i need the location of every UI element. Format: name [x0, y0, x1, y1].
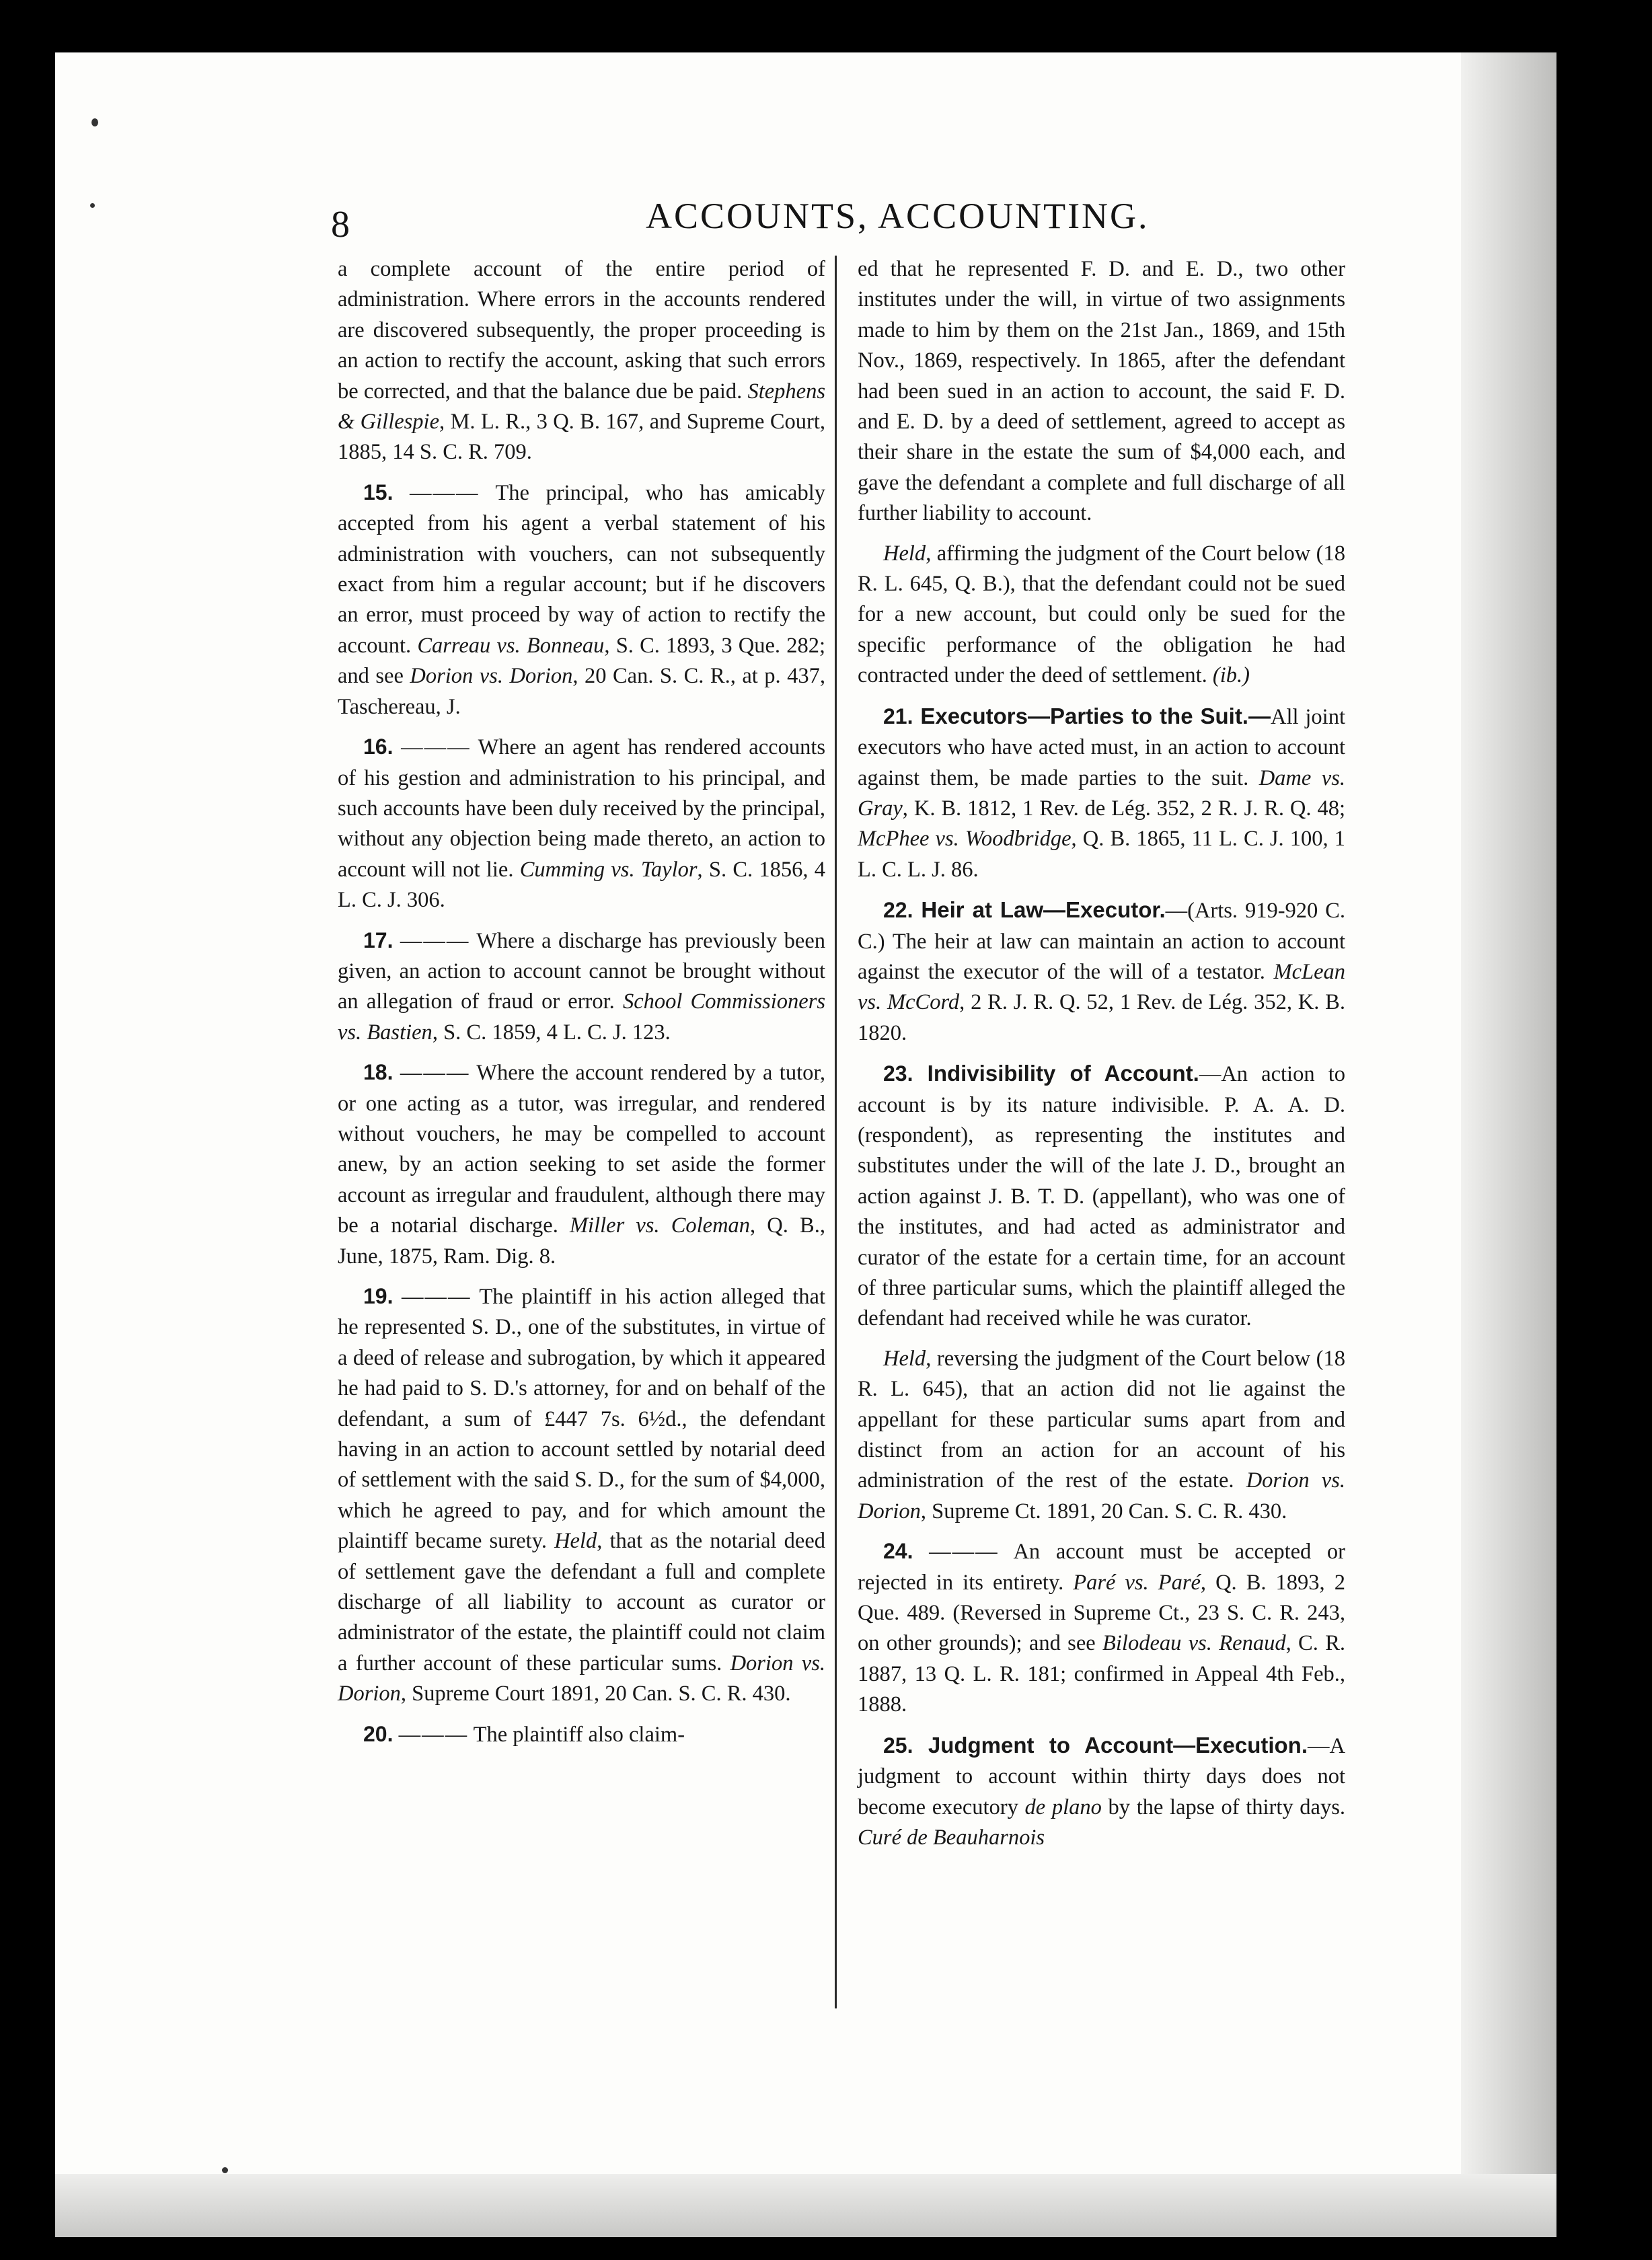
paragraph-18 [338, 1057, 825, 1272]
scan-speck [90, 203, 95, 208]
ditto-dash: ——— [929, 1540, 999, 1565]
paragraph-text: The principal, who has amicably accepted from his agent a verbal statement of his administration with vouchers, can not subsequently exact from him a regular account; but if he discovers an error, must proceed by way of action to rectify the account. [338, 480, 826, 658]
paragraph-text: by the lapse of thirty days. [1101, 1795, 1345, 1819]
paragraph-text: , affirming the judgment of the Court below (18 R. L. 645, Q. B.), that the defendant could not be sued for a new account, but could only be sued for the specific performance of the obligation he had contracted under the deed of settlement. [858, 541, 1345, 688]
paragraph-text: —A judgment to account within thirty days does not become executory [858, 1733, 1345, 1819]
paragraph-23 [858, 1058, 1345, 1334]
case-citation: Held [883, 541, 926, 566]
scan-speck [222, 2167, 228, 2173]
paragraph-number: 20. [363, 1721, 393, 1746]
case-citation: Dorion vs. Dorion [410, 664, 573, 689]
case-citation: Curé de Beauharnois [858, 1825, 1045, 1850]
ditto-dash: ——— [400, 928, 470, 953]
ditto-dash: ——— [401, 735, 471, 760]
section-heading: Judgment to Account—Execution. [913, 1732, 1308, 1758]
case-citation: School Commissioners vs. Bastien [338, 989, 825, 1045]
paragraph-number: 24. [883, 1539, 913, 1564]
paragraph-21 [858, 701, 1345, 885]
paragraph-15 [338, 478, 825, 722]
paragraph-text: The plaintiff in his action alleged that he represented S. D., one of the substitutes, in virtue of a deed of release and subrogation, by which it appeared he had paid to S. D.'s attorney, for and on behalf of the defendant, a sum of £447 7s. 6½d., the defendant having in an action to account settled by notarial deed of settlement with the said S. D., for the sum of $4,000, which he agreed to pay, and for which amount the plaintiff became surety. [338, 1285, 826, 1554]
paragraph-text: , that as the notarial deed of settlement gave the defendant a full and complete discharge of all liability to account as curator or administrator of the estate, the plaintiff could not claim a further account of these particular sums. [338, 1529, 826, 1675]
paragraph-23-holding [858, 1344, 1345, 1527]
case-citation: Dorion vs. Dorion [858, 1468, 1345, 1523]
scan-speck [91, 118, 98, 126]
case-citation: Held [883, 1346, 926, 1371]
paragraph-text: An account must be accepted or rejected in its entirety. [858, 1540, 1346, 1595]
case-citation: Dame vs. Gray [858, 765, 1345, 821]
case-citation: Stephens & Gillespie [338, 379, 825, 435]
paragraph-text: , Q. B. 1865, 11 L. C. J. 100, 1 L. C. L. J. 86. [858, 827, 1345, 882]
paragraph-text: , Q. B. 1893, 2 Que. 489. (Reversed in Supreme Ct., 23 S. C. R. 243, on other grounds); and see [858, 1570, 1345, 1656]
paragraph-text: , K. B. 1812, 1 Rev. de Lég. 352, 2 R. J. R. Q. 48; [902, 796, 1345, 821]
paragraph-text: Where an agent has rendered accounts of his gestion and administration to his principal, and such accounts have been duly received by the principal, without any objection being made thereto, an action to account will not lie. [338, 735, 825, 882]
case-citation: McPhee vs. Woodbridge [858, 827, 1072, 852]
paragraph-text: —(Arts. 919-920 C. C.) The heir at law can maintain an action to account against the executor of the will of a testator. [858, 899, 1345, 984]
section-heading: Executors—Parties to the Suit.— [913, 703, 1271, 728]
paragraph-number: 17. [363, 928, 393, 952]
column-rule [835, 256, 837, 2008]
case-citation: Bilodeau vs. Renaud [1102, 1631, 1286, 1656]
case-citation: Held [554, 1529, 597, 1554]
right-column [858, 254, 1345, 1862]
paragraph-text: All joint executors who have acted must, in an action to account against them, be made parties to the suit. [858, 704, 1345, 790]
paragraph-19 [338, 1281, 825, 1710]
left-column [338, 254, 825, 1760]
paragraph-text: , C. R. 1887, 13 Q. L. R. 181; confirmed in Appeal 4th Feb., 1888. [858, 1631, 1346, 1717]
paragraph-17 [338, 926, 825, 1049]
paragraph-text: ed that he represented F. D. and E. D., two other institutes under the will, in virtue of two assignments made to him by them on the 21st Jan., 1869, and 15th Nov., 1869, respectively. In 1865, after the defendant had been sued in an action to account, the said F. D. and E. D. by a deed of settlement, agreed to accept as their share in the estate the sum of $4,000 each, and gave the defendant a complete and full discharge of all further liability to account. [858, 257, 1345, 526]
case-citation: Cumming vs. Taylor [519, 857, 698, 882]
paragraph-number: 25. [883, 1733, 913, 1758]
paragraph-text: , S. C. 1856, 4 L. C. J. 306. [338, 857, 825, 913]
case-citation: McLean vs. McCord [858, 959, 1345, 1015]
paragraph-text: , Supreme Ct. 1891, 20 Can. S. C. R. 430. [920, 1499, 1287, 1523]
paragraph-text: Where the account rendered by a tutor, or one acting as a tutor, was irregular, and rendered without vouchers, he may be compelled to account anew, by an action seeking to set aside the former account as irregular and fraudulent, although there may be a notarial discharge. [338, 1061, 826, 1238]
paragraph-16 [338, 732, 825, 915]
case-citation: Carreau vs. Bonneau [417, 633, 605, 658]
paragraph-text: , Supreme Court 1891, 20 Can. S. C. R. 430. [400, 1682, 791, 1706]
section-heading: Indivisibility of Account. [913, 1061, 1199, 1086]
ditto-dash: ——— [398, 1722, 469, 1747]
ditto-dash: ——— [400, 1061, 470, 1086]
paragraph-20 [338, 1719, 825, 1750]
page-number: 8 [331, 204, 350, 246]
paragraph-text: , M. L. R., 3 Q. B. 167, and Supreme Court, 1885, 14 S. C. R. 709. [338, 410, 825, 465]
section-heading: Heir at Law—Executor. [913, 897, 1166, 923]
paragraph-text: , S. C. 1859, 4 L. C. J. 123. [432, 1020, 671, 1045]
paragraph-25 [858, 1730, 1345, 1854]
paragraph-number: 15. [363, 480, 393, 504]
scan-edge-right [1461, 52, 1556, 2237]
paragraph-text: Where a discharge has previously been given, an action to account cannot be brought without an allegation of fraud or error. [338, 928, 825, 1014]
case-citation: Paré vs. Paré [1073, 1570, 1201, 1595]
paragraph-text: The plaintiff also claim- [468, 1722, 685, 1747]
paragraph-number: 18. [363, 1060, 393, 1085]
case-citation: Dorion vs. Dorion [338, 1651, 825, 1706]
paragraph-number: 21. [883, 704, 913, 728]
ditto-dash: ——— [401, 1285, 472, 1309]
case-citation: de plano [1024, 1795, 1102, 1819]
case-citation: (ib.) [1212, 663, 1250, 688]
paragraph-text: , Q. B., June, 1875, Ram. Dig. 8. [338, 1213, 825, 1269]
paragraph-24 [858, 1536, 1345, 1720]
paragraph-number: 19. [363, 1284, 393, 1308]
paragraph-14-continued [338, 254, 825, 468]
paragraph-text: a complete account of the entire period of administration. Where errors in the accounts rendered are discovered subsequently, the proper proceeding is an action to rectify the account, asking that such errors be corrected, and that the balance due be paid. [338, 257, 825, 404]
paragraph-number: 23. [883, 1061, 913, 1086]
paragraph-text: , 2 R. J. R. Q. 52, 1 Rev. de Lég. 352, K. B. 1820. [858, 990, 1345, 1045]
paragraph-number: 16. [363, 735, 393, 759]
paragraph-number: 22. [883, 898, 913, 923]
ditto-dash: ——— [410, 480, 480, 505]
paragraph-text: , reversing the judgment of the Court below (18 R. L. 645), that an action did not lie against the appellant for these particular sums apart from and distinct from an action for an account of his administration of the rest of the estate. [858, 1346, 1345, 1493]
case-citation: Miller vs. Coleman [569, 1213, 751, 1238]
paragraph-text: , 20 Can. S. C. R., at p. 437, Taschereau, J. [338, 664, 825, 719]
paragraph-text: —An action to account is by its nature indivisible. P. A. A. D. (respondent), as representing the institutes and substitutes under the will of the late J. D., brought an action against J. B. T. D. (appellant), who was one of the institutes, and had acted as administrator and curator of the estate for a certain time, for an account of three particular sums, which the plaintiff alleged the defendant had received while he was curator. [858, 1062, 1345, 1331]
running-head: ACCOUNTS, ACCOUNTING. [646, 196, 1150, 236]
paragraph-20-holding [858, 539, 1345, 691]
scan-edge-bottom [55, 2174, 1556, 2237]
paragraph-text: , S. C. 1893, 3 Que. 282; and see [338, 633, 825, 689]
paragraph-22 [858, 895, 1345, 1049]
paragraph-20-continued [858, 254, 1345, 529]
